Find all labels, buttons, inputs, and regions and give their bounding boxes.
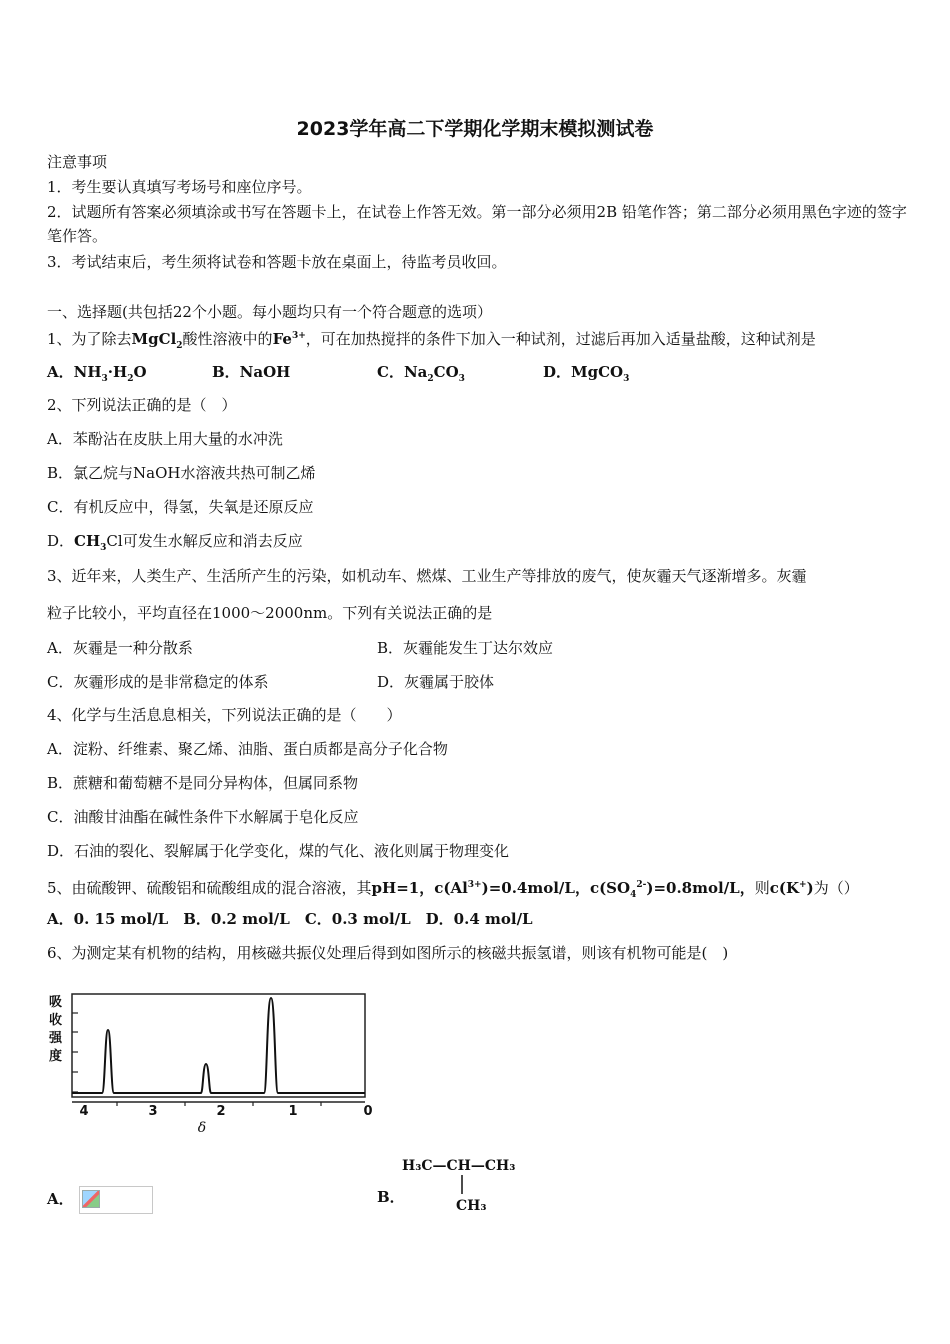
- question-1-stem: 1、为了除去MgCl$_2$酸性溶液中的$Fe^{3+}$，可在加热搅拌的条件下加入一种试剂，过滤后再加入适量盐酸，这种试剂是: [47, 330, 816, 351]
- question-6-option-b: B．: [377, 1188, 405, 1206]
- broken-image-icon: [79, 1186, 153, 1214]
- spectrum-frame: [72, 994, 365, 1097]
- section-heading: 一、选择题(共包括22个小题。每小题均只有一个符合题意的选项）: [47, 303, 492, 321]
- spectrum-tick-label: 3: [148, 1104, 158, 1119]
- question-1-option-c: C．$Na_2CO_3$: [377, 363, 465, 384]
- question-6-stem: 6、为测定某有机物的结构，用核磁共振仪处理后得到如图所示的核磁共振氢谱，则该有机物可能是( ): [47, 944, 729, 962]
- structure-branch: CH₃: [456, 1198, 487, 1214]
- spectrum-xlabel: δ: [197, 1120, 207, 1136]
- question-4-stem: 4、化学与生活息息相关，下列说法正确的是（ ）: [47, 706, 402, 724]
- spectrum-tick-label: 4: [79, 1104, 89, 1119]
- question-3-option-c: C．灰霾形成的是非常稳定的体系: [47, 673, 269, 691]
- question-2-option-b: B．氯乙烷与NaOH水溶液共热可制乙烯: [47, 464, 316, 482]
- question-2-option-c: C．有机反应中，得氢，失氧是还原反应: [47, 498, 314, 516]
- spectrum-ylabel-char: 强: [49, 1031, 63, 1046]
- isobutane-structure: [400, 1150, 540, 1220]
- spectrum-curve: [72, 998, 365, 1093]
- question-4-option-d: D．石油的裂化、裂解属于化学变化，煤的气化、液化则属于物理变化: [47, 842, 510, 860]
- notice-heading: 注意事项: [47, 153, 108, 171]
- notice-item-1: 1．考生要认真填写考场号和座位序号。: [47, 178, 312, 196]
- notice-item-2: 2．试题所有答案必须填涂或书写在答题卡上，在试卷上作答无效。第一部分必须用2B 铅笔作答；第二部分必须用黑色字迹的签字笔作答。: [47, 203, 907, 245]
- question-3-option-a: A．灰霾是一种分散系: [47, 639, 193, 657]
- spectrum-y-ticks: [72, 1013, 78, 1092]
- question-1-option-b: B．NaOH: [212, 363, 291, 381]
- spectrum-ylabel-char: 吸: [49, 995, 63, 1010]
- question-3-stem-line-2: 粒子比较小，平均直径在1000～2000nm。下列有关说法正确的是: [47, 604, 493, 622]
- spectrum-tick-label: 0: [363, 1104, 373, 1119]
- question-4-option-b: B．蔗糖和葡萄糖不是同分异构体，但属同系物: [47, 774, 359, 792]
- spectrum-ylabel-char: 度: [49, 1049, 63, 1064]
- spectrum-tick-label: 2: [216, 1104, 226, 1119]
- question-6-option-a: A．: [47, 1186, 153, 1214]
- question-2-stem: 2、下列说法正确的是（ ）: [47, 396, 237, 414]
- question-1-option-d: D．MgCO$_3$: [543, 363, 630, 384]
- nmr-spectrum-figure: [45, 988, 375, 1138]
- page-title: 2023学年高二下学期化学期末模拟测试卷: [296, 118, 654, 140]
- question-4-option-a: A．淀粉、纤维素、聚乙烯、油脂、蛋白质都是高分子化合物: [47, 740, 448, 758]
- question-3-stem-line-1: 3、近年来，人类生产、生活所产生的污染，如机动车、燃煤、工业生产等排放的废气，使灰霾天气逐渐增多。灰霾: [47, 567, 807, 585]
- question-1-option-a: A．$NH_3\cdot H_2O$: [47, 363, 147, 384]
- question-3-option-d: D．灰霾属于胶体: [377, 673, 495, 691]
- structure-main-chain: H₃C—CH—CH₃: [402, 1158, 516, 1174]
- question-3-option-b: B．灰霾能发生丁达尔效应: [377, 639, 554, 657]
- notice-item-3: 3．考试结束后，考生须将试卷和答题卡放在桌面上，待监考员收回。: [47, 253, 507, 271]
- question-5-stem: 5、由硫酸钾、硫酸铝和硫酸组成的混合溶液，其pH=1，$c(Al^{3+})=0.4mol/L$，$c(SO_4^{2-})=0.8mol/L$，则c(K+)为（）: [47, 879, 859, 900]
- spectrum-tick-label: 1: [288, 1104, 298, 1119]
- question-2-option-d: D．$CH_3Cl$可发生水解反应和消去反应: [47, 532, 303, 553]
- question-2-option-a: A．苯酚沾在皮肤上用大量的水冲洗: [47, 430, 283, 448]
- spectrum-ylabel-char: 收: [49, 1013, 63, 1028]
- question-5-options: A．0. 15 mol/L B．0.2 mol/L C．0.3 mol/L D．0.4 mol/L: [47, 910, 533, 928]
- question-4-option-c: C．油酸甘油酯在碱性条件下水解属于皂化反应: [47, 808, 359, 826]
